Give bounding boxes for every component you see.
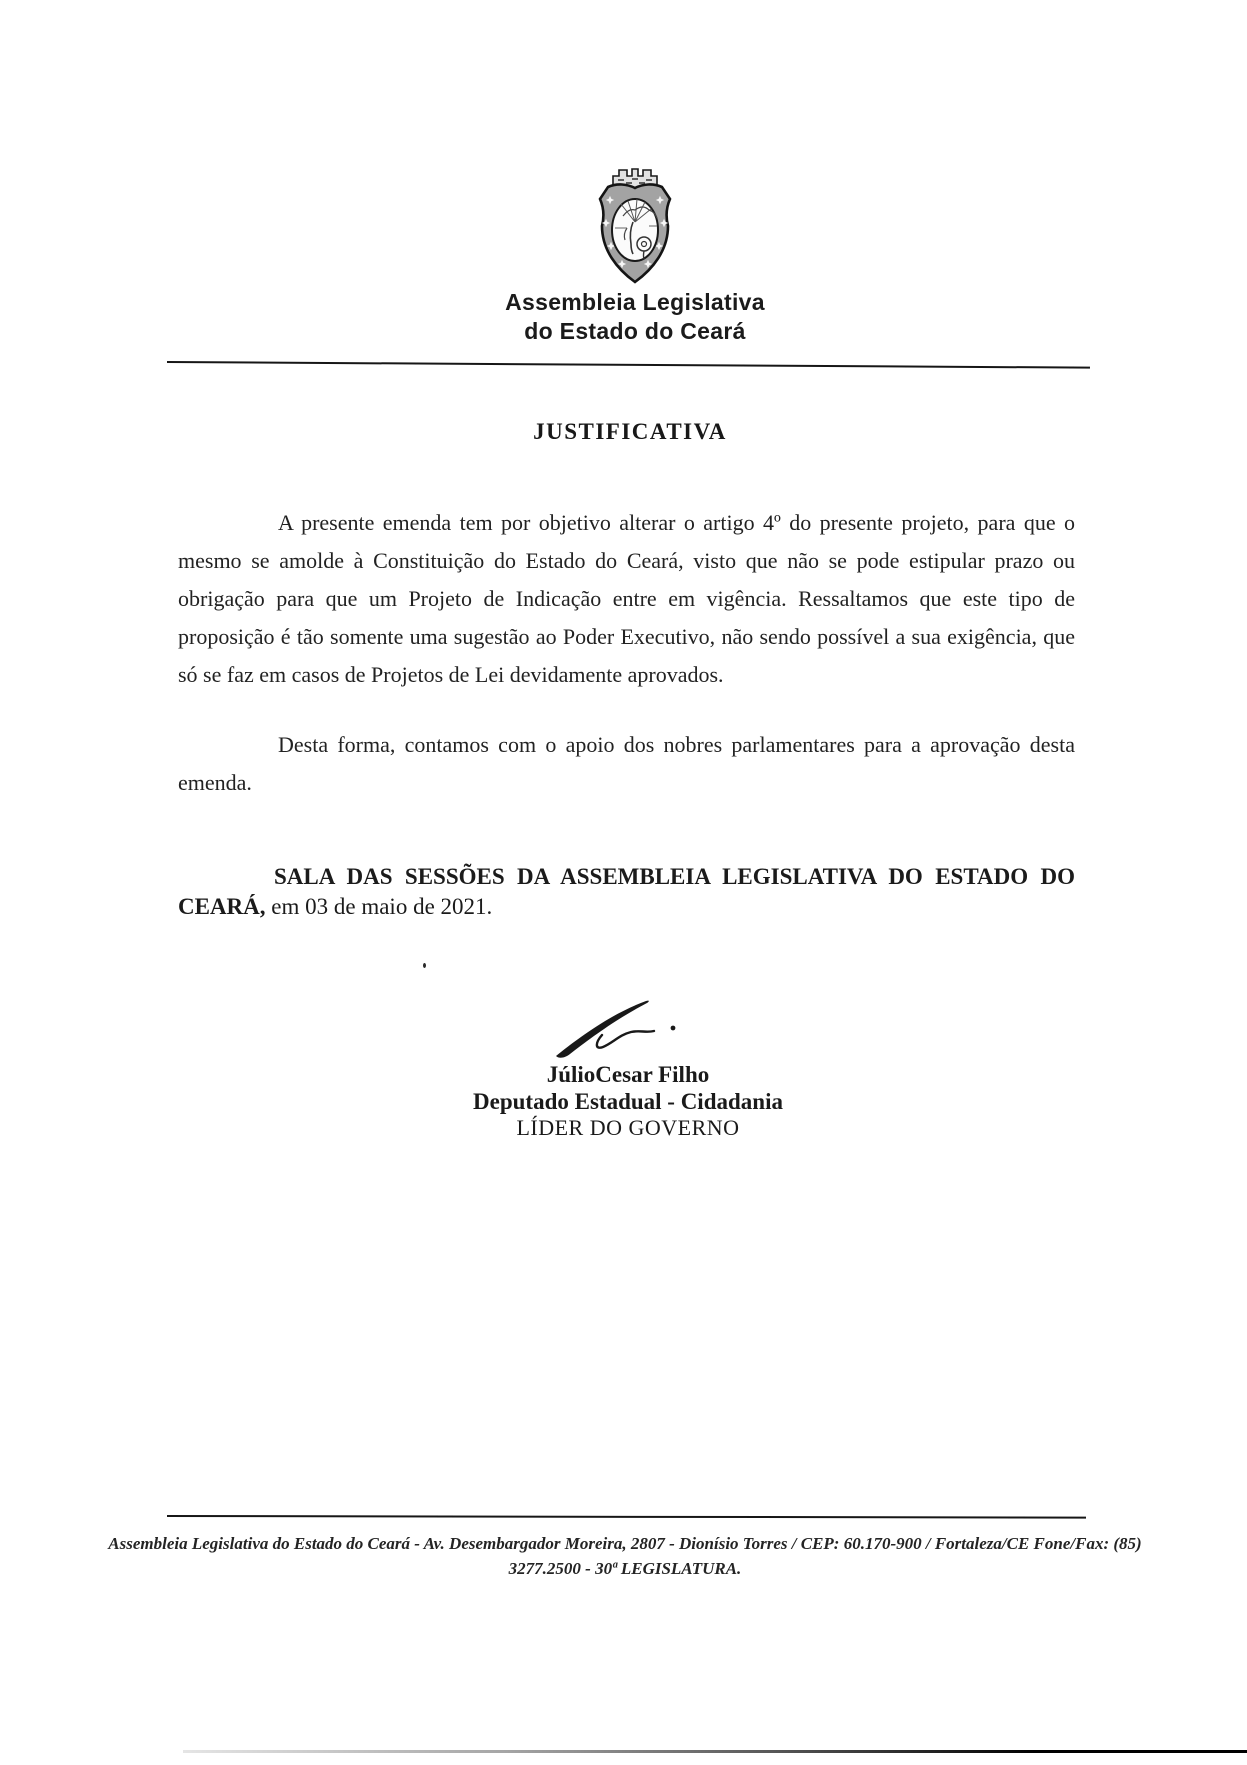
org-name-line1: Assembleia Legislativa [505,289,765,315]
footer-address: Assembleia Legislativa do Estado do Ceará - Av. Desembargador Moreira, 2807 - Dionísio Torres / CEP: 60.170-900 / Fortaleza/CE Fone/Fax: (85) [108,1534,1142,1553]
paragraph-1: A presente emenda tem por objetivo alterar o artigo 4º do presente projeto, para que o mesmo se amolde à Constituição do Estado do Ceará, visto que não se pode estipular prazo ou obrigação para que um Projeto de Indicação entre em vigência. Ressaltamos que este tipo de proposição é tão somente uma sugestão ao Poder Executivo, não sendo possível a sua exigência, que só se faz em casos de Projetos de Lei devidamente aprovados. [178,510,1075,687]
paragraph-2: Desta forma, contamos com o apoio dos nobres parlamentares para a aprovação desta emenda. [178,732,1075,795]
closing-place: SALA DAS SESSÕES DA ASSEMBLEIA LEGISLATIVA DO ESTADO DO CEARÁ, [178,864,1075,919]
org-name-line2: do Estado do Ceará [524,318,746,344]
coat-of-arms-icon [591,166,679,286]
footer-legislature: 3277.2500 - 30ª LEGISLATURA. [508,1559,742,1578]
signatory-role: LÍDER DO GOVERNO [516,1115,740,1140]
signatory-name: JúlioCesar Filho [546,1062,710,1087]
handwritten-signature-icon [552,996,680,1062]
footer-divider [167,1515,1086,1519]
signature-block [373,1062,883,1142]
footer [80,1531,1170,1581]
header-divider [167,361,1090,369]
document-title: JUSTIFICATIVA [533,419,727,444]
ink-speck [423,963,426,968]
closing-line [178,862,1075,922]
scan-artifact-line [183,1750,1247,1753]
org-name [20,288,1247,346]
closing-date: em 03 de maio de 2021. [265,894,493,919]
signatory-title: Deputado Estadual - Cidadania [473,1088,783,1114]
